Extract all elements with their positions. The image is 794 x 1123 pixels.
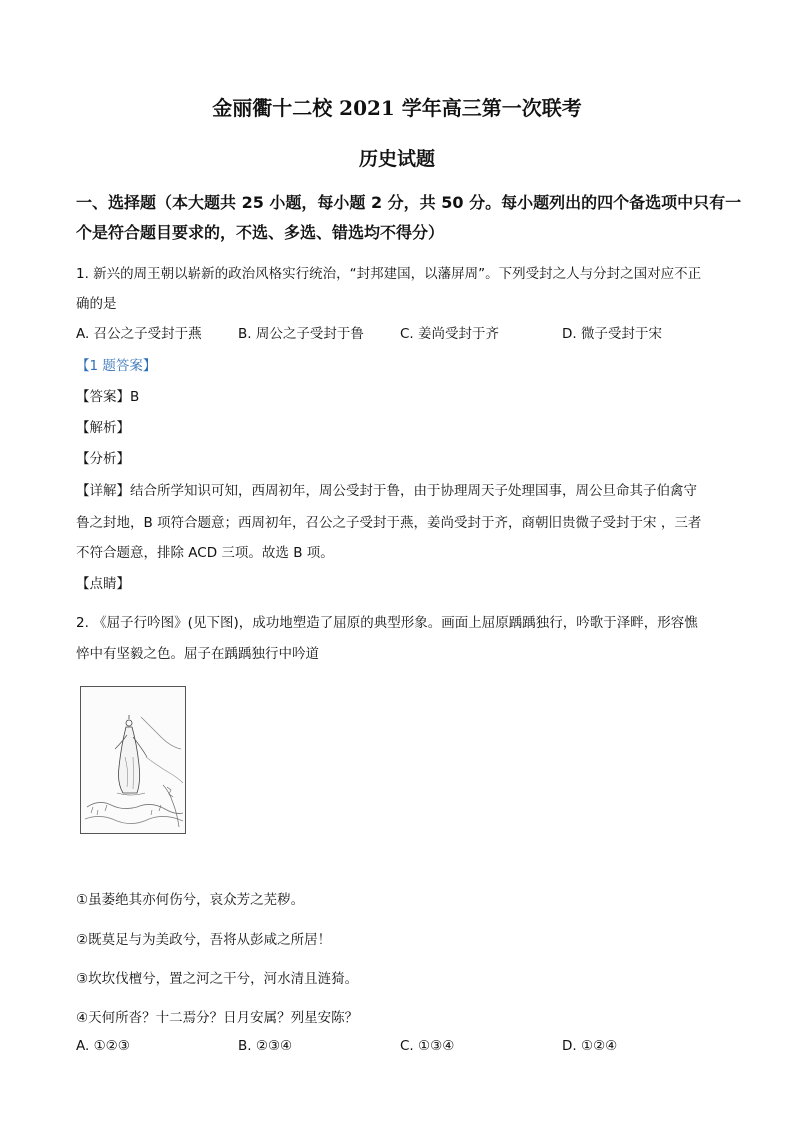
q1-stem-line2: 确的是 — [76, 296, 117, 312]
q2-verse-2: ②既莫足与为美政兮，吾将从彭咸之所居！ — [76, 932, 332, 948]
q1-detail-line2: 鲁之封地，B 项符合题意；西周初年，召公之子受封于燕，姜尚受封于齐，商朝旧贵微子受封于宋 ，三者 — [76, 515, 702, 531]
q1-option-a: A. 召公之子受封于燕 — [76, 326, 202, 342]
q1-stem-line1: 1. 新兴的周王朝以崭新的政治风格实行统治，“封邦建国，以藩屏周”。下列受封之人与分封之国对应不正 — [76, 266, 702, 282]
q2-verse-3: ③坎坎伐檀兮，置之河之干兮，河水清且涟猗。 — [76, 971, 359, 987]
q2-option-d: D. ①②④ — [562, 1038, 618, 1054]
q2-verse-4: ④天何所沓？十二焉分？日月安属？列星安陈？ — [76, 1010, 359, 1026]
q2-verse-1: ①虽萎绝其亦何伤兮，哀众芳之芜秽。 — [76, 892, 305, 908]
q1-analysis-sub: 【分析】 — [76, 451, 130, 467]
section-heading-line2: 个是符合题目要求的，不选、多选、错选均不得分） — [76, 223, 445, 242]
q2-stem-line1: 2. 《屈子行吟图》(见下图)，成功地塑造了屈原的典型形象。画面上屈原踽踽独行，吟歌于泽畔，形容憔 — [76, 615, 698, 631]
section-heading-line1: 一、选择题（本大题共 25 小题，每小题 2 分，共 50 分。每小题列出的四个备选项中只有一 — [76, 193, 742, 212]
exam-subject: 历史试题 — [358, 148, 435, 170]
q1-detail-line1: 【详解】结合所学知识可知，西周初年，周公受封于鲁，由于协理周天子处理国事，周公旦命其子伯禽守 — [76, 483, 697, 499]
q2-stem-line2: 悴中有坚毅之色。屈子在踽踽独行中吟道 — [76, 646, 319, 662]
q1-answer-header: 【1 题答案】 — [76, 358, 157, 374]
q1-answer: 【答案】B — [76, 389, 140, 405]
q1-option-d: D. 微子受封于宋 — [562, 326, 662, 342]
q2-option-c: C. ①③④ — [400, 1038, 455, 1054]
q1-analysis-header: 【解析】 — [76, 420, 130, 436]
painting-illustration — [81, 687, 185, 833]
q2-option-b: B. ②③④ — [238, 1038, 293, 1054]
q1-detail-line3: 不符合题意，排除 ACD 三项。故选 B 项。 — [76, 545, 334, 561]
painting-figure — [80, 686, 186, 834]
q1-option-c: C. 姜尚受封于齐 — [400, 326, 500, 342]
exam-title: 金丽衢十二校 2021 学年高三第一次联考 — [212, 96, 582, 120]
q1-comment-header: 【点睛】 — [76, 576, 130, 592]
q2-option-a: A. ①②③ — [76, 1038, 130, 1054]
q1-option-b: B. 周公之子受封于鲁 — [238, 326, 364, 342]
